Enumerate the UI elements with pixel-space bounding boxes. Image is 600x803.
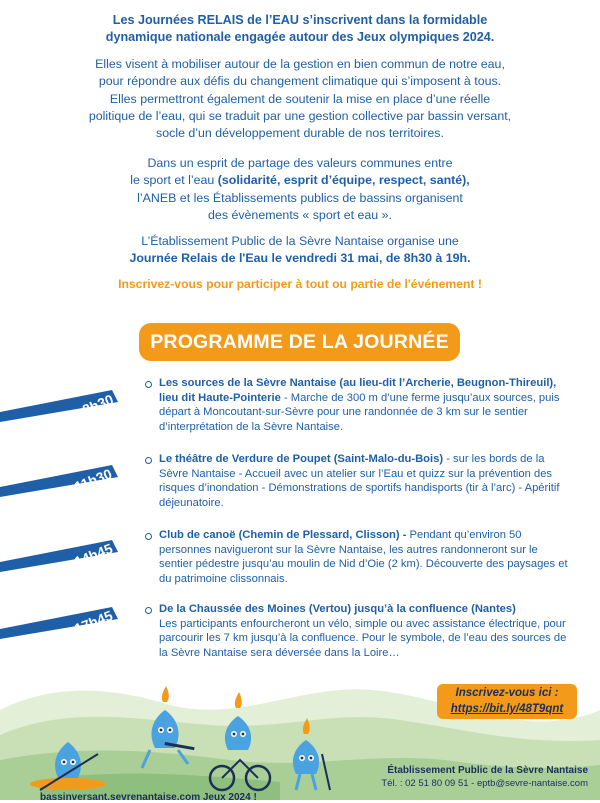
headline [0, 12, 600, 46]
values-paragraph [0, 155, 600, 224]
paragraph-line: pour répondre aux défis du changement climatique qui s’imposent à tous. [98, 74, 502, 89]
organization-contact: Tél. : 02 51 80 09 51 - eptb@sevre-nantaise.com [381, 778, 588, 789]
paragraph-line: des évènements « sport et eau ». [208, 207, 392, 222]
item-heading: De la Chaussée des Moines (Vertou) jusqu’à la confluence (Nantes) [159, 603, 516, 615]
footer-partial-text: bassinversant.sevrenantaise.com Jeux 2024 ! [40, 792, 257, 803]
registration-link[interactable]: https://bit.ly/48T9qnt [450, 703, 564, 715]
paragraph-line [0, 250, 600, 267]
paragraph-line: Elles visent à mobiliser autour de la gestion en bien commun de notre eau, [95, 57, 505, 71]
item-heading: Club de canoë (Chemin de Plessard, Clisson) - [159, 529, 407, 541]
time-bar [0, 388, 120, 422]
organization-info [381, 764, 588, 790]
time-bar [0, 538, 120, 572]
item-description: - Marche de 300 m d’une ferme jusqu’aux sources, puis départ à Moncoutant-sur-Sèvre pour une randonnée de 3 km sur le sentier d’interprétation de la Sèvre Nantaise. [159, 391, 560, 433]
registration-label: Inscrivez-vous ici : [455, 687, 559, 699]
paragraph-line: l’ANEB et les Établissements publics de bassins organisent [137, 190, 463, 205]
paragraph-line: Elles permettront également de soutenir la mise en place d’une réelle [109, 91, 491, 106]
headline-line: dynamique nationale engagée autour des Jeux olympiques 2024. [105, 30, 495, 44]
intro-paragraph [0, 56, 600, 142]
headline-line: Les Journées RELAIS de l’EAU s’inscrivent dans la formidable [112, 13, 488, 27]
time-bar [0, 605, 120, 639]
item-description: Les participants enfourcheront un vélo, simple ou avec assistance électrique, pour parcourir les 7 km jusqu’à la confluence. Pour le symbole, de l’eau des sources de la Sèvre Nantaise sera déversée dans la Loire… [159, 617, 567, 659]
event-date-highlight: Journée Relais de l'Eau le vendredi 31 mai, de 8h30 à 19h. [129, 251, 471, 266]
values-highlight: (solidarité, esprit d’équipe, respect, santé), [217, 173, 470, 188]
program-item [145, 376, 570, 434]
bullet-icon [145, 607, 152, 614]
organization-name: Établissement Public de la Sèvre Nantaise [387, 765, 588, 776]
time-label: 14h45 [72, 540, 115, 570]
paragraph-line: Dans un esprit de partage des valeurs communes entre [147, 156, 453, 170]
event-paragraph [0, 233, 600, 268]
time-bar [0, 463, 120, 497]
program-title: PROGRAMME DE LA JOURNÉE [139, 323, 460, 361]
paragraph-line: le sport et l’eau (solidarité, esprit d’équipe, respect, santé), [130, 173, 470, 188]
time-label: 11h30 [72, 465, 115, 495]
bullet-icon [145, 457, 152, 464]
bullet-icon [145, 533, 152, 540]
time-label: 8h30 [80, 391, 116, 418]
program-item [145, 452, 570, 510]
item-heading: Les sources de la Sèvre Nantaise (au lieu-dit l’Archerie, Beugnon-Thireuil), lieu dit Haute-Pointerie [159, 377, 557, 404]
call-to-action: Inscrivez-vous pour participer à tout ou partie de l'événement ! [118, 277, 482, 291]
time-label: 17h45 [72, 607, 115, 637]
item-heading: Le théâtre de Verdure de Poupet (Saint-Malo-du-Bois) [159, 453, 444, 465]
item-description: Pendant qu’environ 50 personnes navigueront sur la Sèvre Nantaise, les autres randonneront sur le sentier pédestre jusqu’au moulin de Nid d’Oie (2 km). Découverte des paysages et du patrimoine clissonnais. [159, 529, 568, 585]
bullet-icon [145, 381, 152, 388]
paragraph-line: socle d’un développement durable de nos territoires. [156, 126, 444, 141]
program-item [145, 528, 570, 586]
registration-box [437, 684, 577, 719]
paragraph-line: politique de l’eau, qui se traduit par une gestion collective par bassin versant, [88, 108, 512, 123]
paragraph-line: L’Établissement Public de la Sèvre Nantaise organise une [141, 234, 459, 248]
item-description: - sur les bords de la Sèvre Nantaise - Accueil avec un atelier sur l’Eau et quizz sur la prévention des risques d’inondation - Démonstrations de sportifs handisports (tir à l’arc) - Apéritif déjeunatoire. [159, 453, 560, 509]
